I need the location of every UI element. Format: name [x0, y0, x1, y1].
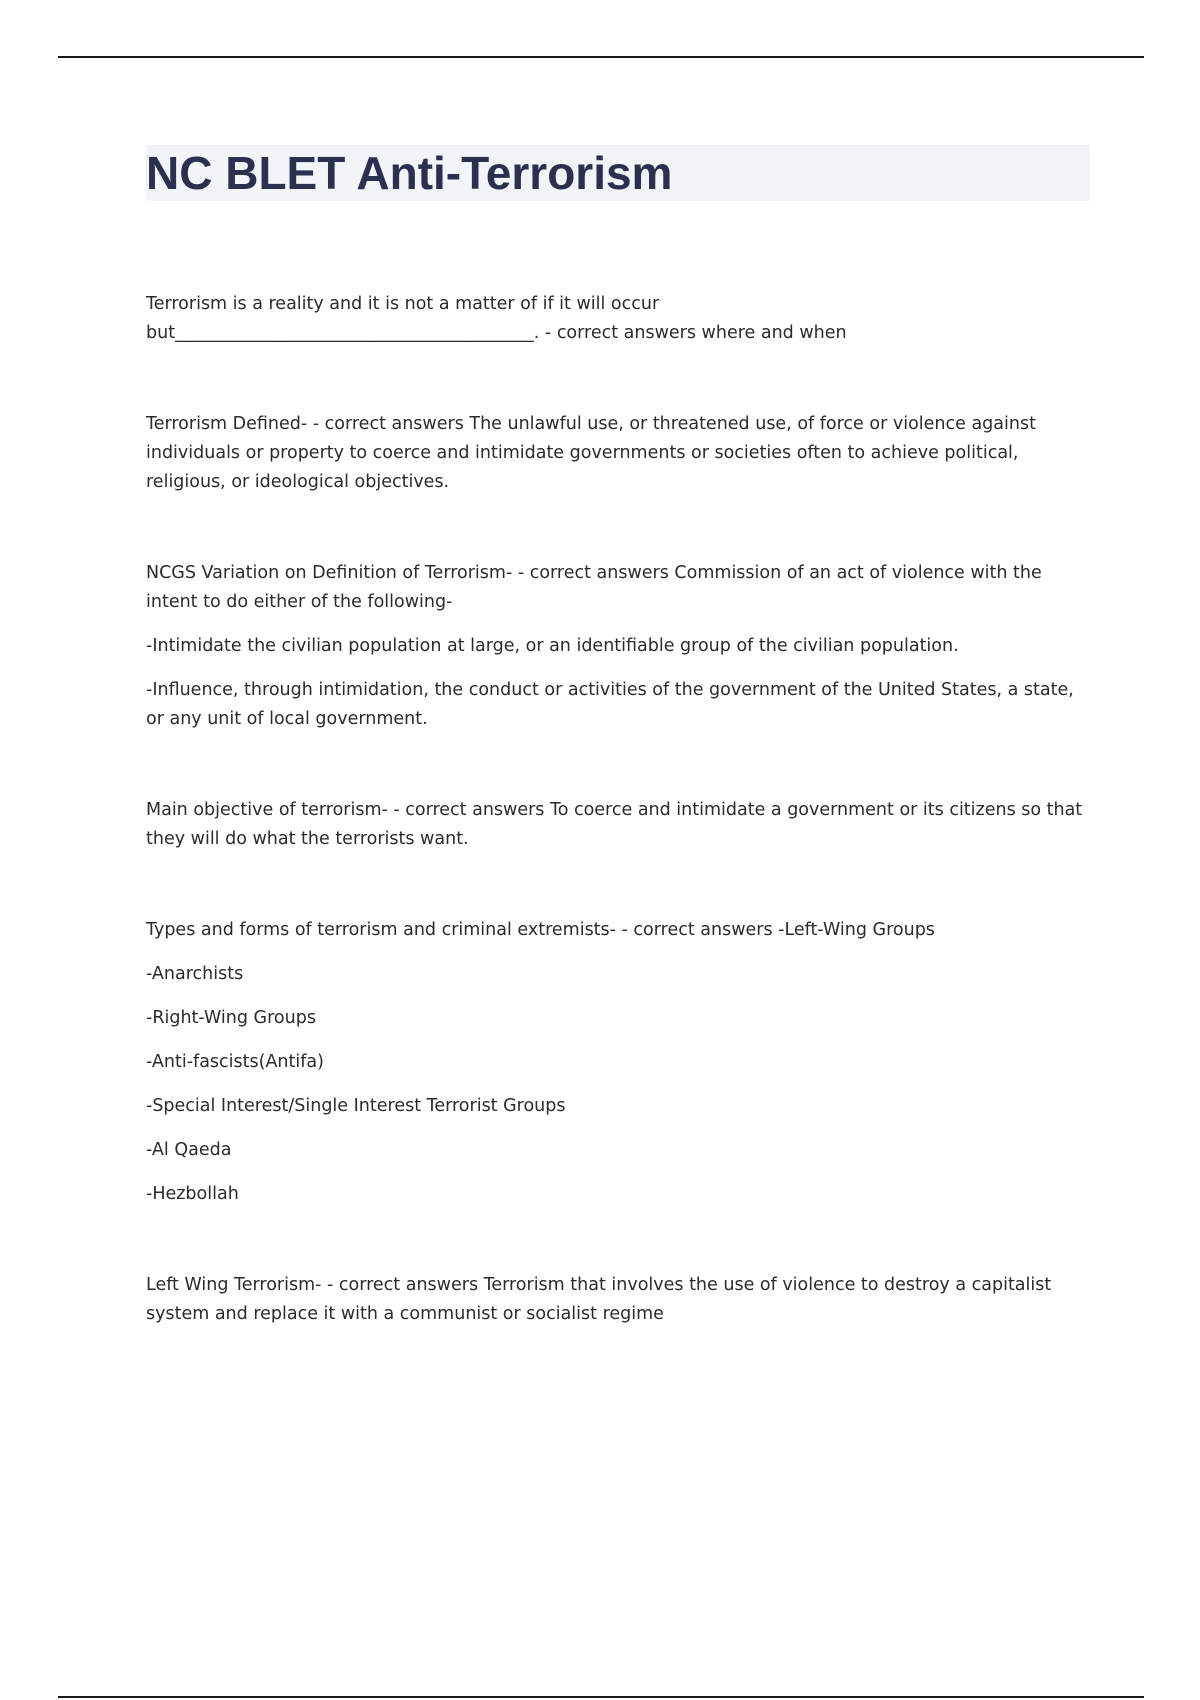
- flashcard-5-item-3: -Anti-fascists(Antifa): [146, 1052, 324, 1072]
- flashcard-5-item-1: -Anarchists: [146, 964, 244, 984]
- flashcard-3-item-2: -Influence, through intimidation, the conduct or activities of the government of the United States, a state, or any unit of local government.: [146, 680, 1074, 729]
- flashcard-5-item-6: -Hezbollah: [146, 1184, 239, 1204]
- flashcard-5: [146, 916, 1090, 1209]
- flashcard-4: [146, 796, 1090, 854]
- bottom-rule: [58, 1696, 1144, 1698]
- flashcard-5-text: Types and forms of terrorism and criminal extremists- - correct answers -Left-Wing Groups: [146, 920, 935, 940]
- flashcard-list: [146, 290, 1090, 1329]
- document-title: NC BLET Anti-Terrorism: [146, 147, 673, 199]
- flashcard-2-text: Terrorism Defined- - correct answers The unlawful use, or threatened use, of force or violence against individuals or property to coerce and intimidate governments or societies often to achieve political, religious, or ideological objectives.: [146, 414, 1036, 492]
- flashcard-3-text: NCGS Variation on Definition of Terrorism- - correct answers Commission of an act of violence with the intent to do either of the following-: [146, 563, 1042, 612]
- flashcard-6-text: Left Wing Terrorism- - correct answers Terrorism that involves the use of violence to destroy a capitalist system and replace it with a communist or socialist regime: [146, 1275, 1052, 1324]
- flashcard-1-line-2: but_________________________________________. - correct answers where and when: [146, 323, 847, 343]
- flashcard-5-item-4: -Special Interest/Single Interest Terrorist Groups: [146, 1096, 566, 1116]
- top-rule: [58, 56, 1144, 58]
- flashcard-4-text: Main objective of terrorism- - correct answers To coerce and intimidate a government or its citizens so that they will do what the terrorists want.: [146, 800, 1083, 849]
- flashcard-3-item-1: -Intimidate the civilian population at large, or an identifiable group of the civilian population.: [146, 636, 959, 656]
- flashcard-5-item-5: -Al Qaeda: [146, 1140, 232, 1160]
- flashcard-1: [146, 290, 1090, 348]
- flashcard-6: [146, 1271, 1090, 1329]
- flashcard-5-item-2: -Right-Wing Groups: [146, 1008, 316, 1028]
- flashcard-3: [146, 559, 1090, 734]
- flashcard-2: [146, 410, 1090, 497]
- flashcard-1-line-1: Terrorism is a reality and it is not a matter of if it will occur: [146, 294, 660, 314]
